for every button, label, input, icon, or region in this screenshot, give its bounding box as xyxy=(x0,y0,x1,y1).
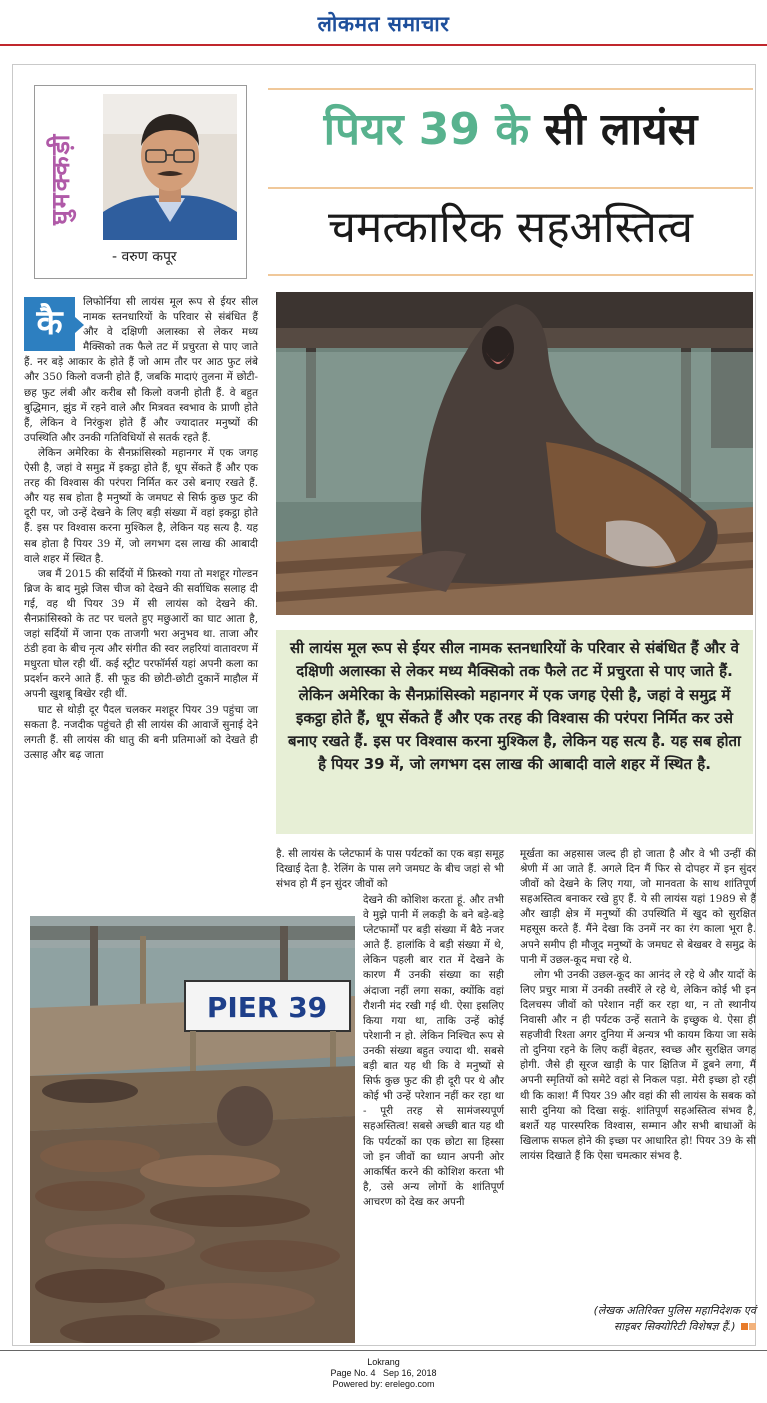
page-footer xyxy=(0,1350,767,1403)
footer-date: Sep 16, 2018 xyxy=(382,1368,437,1378)
body-paragraph-7: मूर्खता का अहसास जल्द ही हो जाता है और वे भी उन्हीं की श्रेणी में आ जाते हैं. अगले दिन मैं फिर से दोपहर में इन सुंदर जीवों को देखने के लिए गया, जो मानवता के साथ शांतिपूर्ण सहअस्तित्व बनाकर रखे हुए हैं. ये सी लायंस यहां 1989 से हैं और खाड़ी क्षेत्र में मनुष्यों की उपस्थिति में खुद को सुरक्षित महसूस करते हैं. मैंने देखा कि उनमें नर का रंग काला भूरा है. अपने समीप ही मौजूद मनुष्यों के जमघट से बेखबर वे समुद्र के पानी में उछल-कूद मचा रहे थे. xyxy=(520,848,756,966)
pull-quote: सी लायंस मूल रूप से ईयर सील नामक स्तनधारियों के परिवार से संबंधित हैं और वे दक्षिणी अलास्का से लेकर मध्य मैक्सिको तक फैले तट में प्रचुरता से पाए जाते हैं. लेकिन अमेरिका के सैनफ्रांसिस्को महानगर में एक जगह ऐसी है, जहां वे समुद्र में इकट्ठा होते हैं, धूप सेंकते हैं और एक तरह की विश्वास की परंपरा निर्मित कर उसे बनाए रखते हैं. इस पर विश्वास करना मुश्किल है, लेकिन यह सत्य है. यह सब होता है पियर 39 में, जो लगभग दस लाख की आबादी वाले शहर में स्थित है. xyxy=(276,630,753,834)
credit-line-2-text: साइबर सिक्योरिटी विशेषज्ञ हैं.) xyxy=(613,1320,736,1333)
body-paragraph-2: लेकिन अमेरिका के सैनफ्रांसिस्को महानगर में एक जगह ऐसी है, जहां वे समुद्र में इकट्ठा होते हैं, धूप सेंकते हैं और एक तरह की विश्वास की परंपरा निर्मित कर उसे बनाए रखते हैं. और यह सब होता है मनुष्यों के जमघट से सिर्फ कुछ फुट की दूरी पर, जो उन्हें देखने के लिए बड़ी संख्या में वहां इकट्ठा होते हैं. इस पर विश्वास करना मुश्किल है, लेकिन यह सत्य है. यह सब होता है पियर 39 में, जो लगभग दस लाख की आबादी वाले शहर में स्थित है. xyxy=(24,446,258,565)
footer-page-line xyxy=(0,1368,767,1379)
headline-part-teal: पियर 39 के xyxy=(323,104,530,155)
author-name: - वरुण कपूर xyxy=(112,249,177,265)
footer-page: Page No. 4 xyxy=(330,1368,376,1378)
end-mark-icon xyxy=(741,1323,748,1330)
footer-powered[interactable]: Powered by: erelego.com xyxy=(332,1379,435,1389)
body-column-2-top xyxy=(276,847,504,892)
pier39-sign: PIER 39 xyxy=(206,991,328,1024)
body-paragraph-3: जब मैं 2015 की सर्दियों में फ्रिस्को गया तो मशहूर गोल्डन ब्रिज के बाद मुझे जिस चीज को देखने की सर्वाधिक सलाह दी गई, वह थी पियर 39 में सी लायंस को देखने की. सैनफ्रांसिस्को के तट पर चलते हुए मछुआरों का घाट आता है, जहां सर्दियों में जाना एक ताजगी भरा अनुभव था. ताजा और ठंडी हवा के बीच नृत्य और संगीत की स्वर लहरियां वातावरण में मधुरता घोल रही थीं. कई स्ट्रीट परफॉर्मर्स यहां अपनी कला का प्रदर्शन करने आते हैं. सी फूड की छोटी-छोटी दुकानें माहौल में अपनी खुशबू बिखेर रही थीं. xyxy=(24,567,258,701)
body-column-3 xyxy=(520,847,756,1164)
headline-rule-bottom xyxy=(268,274,753,276)
pier39-photo xyxy=(30,916,355,1343)
drop-cap: कै xyxy=(24,297,75,351)
credit-line-1: (लेखक अतिरिक्त पुलिस महानिदेशक एवं xyxy=(593,1304,756,1317)
body-paragraph-4: घाट से थोड़ी दूर पैदल चलकर मशहूर पियर 39 पहुंचा जा सकता है. नजदीक पहुंचते ही सी लायंस की आवाजें सुनाई देने लगती हैं. सी लायंस की धातु की बनी प्रतिमाओं को देखते ही उत्साह और बढ़ जाता xyxy=(24,703,258,761)
sea-lion-photo xyxy=(276,292,753,615)
author-credit xyxy=(520,1303,756,1335)
headline-part-dark: सी लायंस xyxy=(544,104,698,155)
body-paragraph-8: लोग भी उनकी उछल-कूद का आनंद ले रहे थे और यादों के लिए प्रचुर मात्रा में उनकी तस्वीरें ले रहे थे, लेकिन कोई भी इन दिलचस्प जीवों को परेशान नहीं कर रहा था, न तो स्थानीय निवासी और न ही पर्यटक उन्हें सताने के इच्छुक थे. ऐसा ही सहजीवी रिश्ता अगर दुनिया में अन्यत्र भी कायम किया जा सके तो दुनिया रहने के लिए कहीं बेहतर, स्वच्छ और सुरक्षित जगह होगी. जैसे ही सूरज खाड़ी के पार क्षितिज में डूबने लगा, मैं अपनी स्मृतियों को समेटे वहां से निकल पड़ा. मेरी इच्छा हो रही थी कि काश! मैं पियर 39 और वहां की सी लायंस के सबक को सारी दुनिया को दिखा सकूं. शांतिपूर्ण सहअस्तित्व संभव है, बशर्ते यह पारस्परिक विश्वास, सम्मान और सभी बाधाओं के खिलाफ सफल होने की इच्छा पर आधारित हो! पियर 39 के सी लायंस दिखाते हैं कि ऐसा चमत्कार संभव है. xyxy=(520,968,756,1162)
body-paragraph-6: देखने की कोशिश करता हूं. और तभी वे मुझे पानी में लकड़ी के बने बड़े-बड़े प्लेटफार्मों पर बड़ी संख्या में बैठे नजर आते हैं. हालांकि वे बड़ी संख्या में थे, लेकिन पहली बार रात में देखने के कारण मैं उनकी संख्या का सही अंदाजा नहीं लगा सका, क्योंकि वहां रौशनी मंद रखी गई थी. ऐसा इसलिए किया गया था, ताकि उन्हें कोई परेशानी न हो. लेकिन निश्चित रूप से उनकी संख्या बहुत ज्यादा थी. सबसे बड़ी बात यह थी कि वे मनुष्यों से सिर्फ कुछ फुट की ही दूरी पर थे और कोई भी उन्हें परेशान नहीं कर रहा था - पूरी तरह से सामंजस्यपूर्ण सहअस्तित्व! सबसे अच्छी बात यह थी कि पर्यटकों का एक छोटा सा हिस्सा जो इन जीवों का ध्यान अपनी ओर आकर्षित करने की कोशिश करता भी है, उसे अन्य लोगों के शांतिपूर्ण आचरण को देख कर अपनी xyxy=(363,894,504,1208)
footer-section: Lokrang xyxy=(367,1357,400,1367)
author-photo xyxy=(103,94,237,240)
headline-line1 xyxy=(268,104,753,156)
headline-rule-top xyxy=(268,88,753,90)
body-column-2-side xyxy=(363,893,504,1210)
body-paragraph-1: लिफोर्निया सी लायंस मूल रूप से ईयर सील नामक स्तनधारियों के परिवार से संबंधित हैं और वे दक्षिणी अलास्का से लेकर मध्य मैक्सिको तक फैले तट में प्रचुरता से पाए जाते हैं. नर बड़े आकार के होते हैं जो आम तौर पर आठ फुट लंबे और 350 किलो वजनी होते हैं, जबकि मादाएं तुलना में छोटी- छह फुट लंबी और करीब सौ किलो वजनी होती हैं. वे बहुत बुद्धिमान, झुंड में रहने वाले और मित्रवत स्वभाव के प्राणी होते हैं, लेकिन वे निरंकुश होते हैं और ज्यादातर मनुष्यों की उपस्थिति और उनकी गतिविधियों से सतर्क रहते हैं. xyxy=(24,296,258,444)
end-mark-icon-2 xyxy=(749,1323,756,1330)
masthead xyxy=(0,0,767,46)
headline-line2: चमत्कारिक सहअस्तित्व xyxy=(328,202,693,253)
headline-rule-mid xyxy=(268,187,753,189)
credit-line-2 xyxy=(520,1319,756,1335)
newspaper-logo[interactable]: लोकमत समाचार xyxy=(317,12,450,36)
body-column-1 xyxy=(24,295,258,763)
body-paragraph-5: है. सी लायंस के प्लेटफार्म के पास पर्यटकों का एक बड़ा समूह दिखाई देता है. रेलिंग के पास लगे जमघट के बीच जहां से भी संभव हो मैं इन सुंदर जीवों को xyxy=(276,848,504,891)
column-name: घुमक्कड़ी xyxy=(46,132,75,226)
